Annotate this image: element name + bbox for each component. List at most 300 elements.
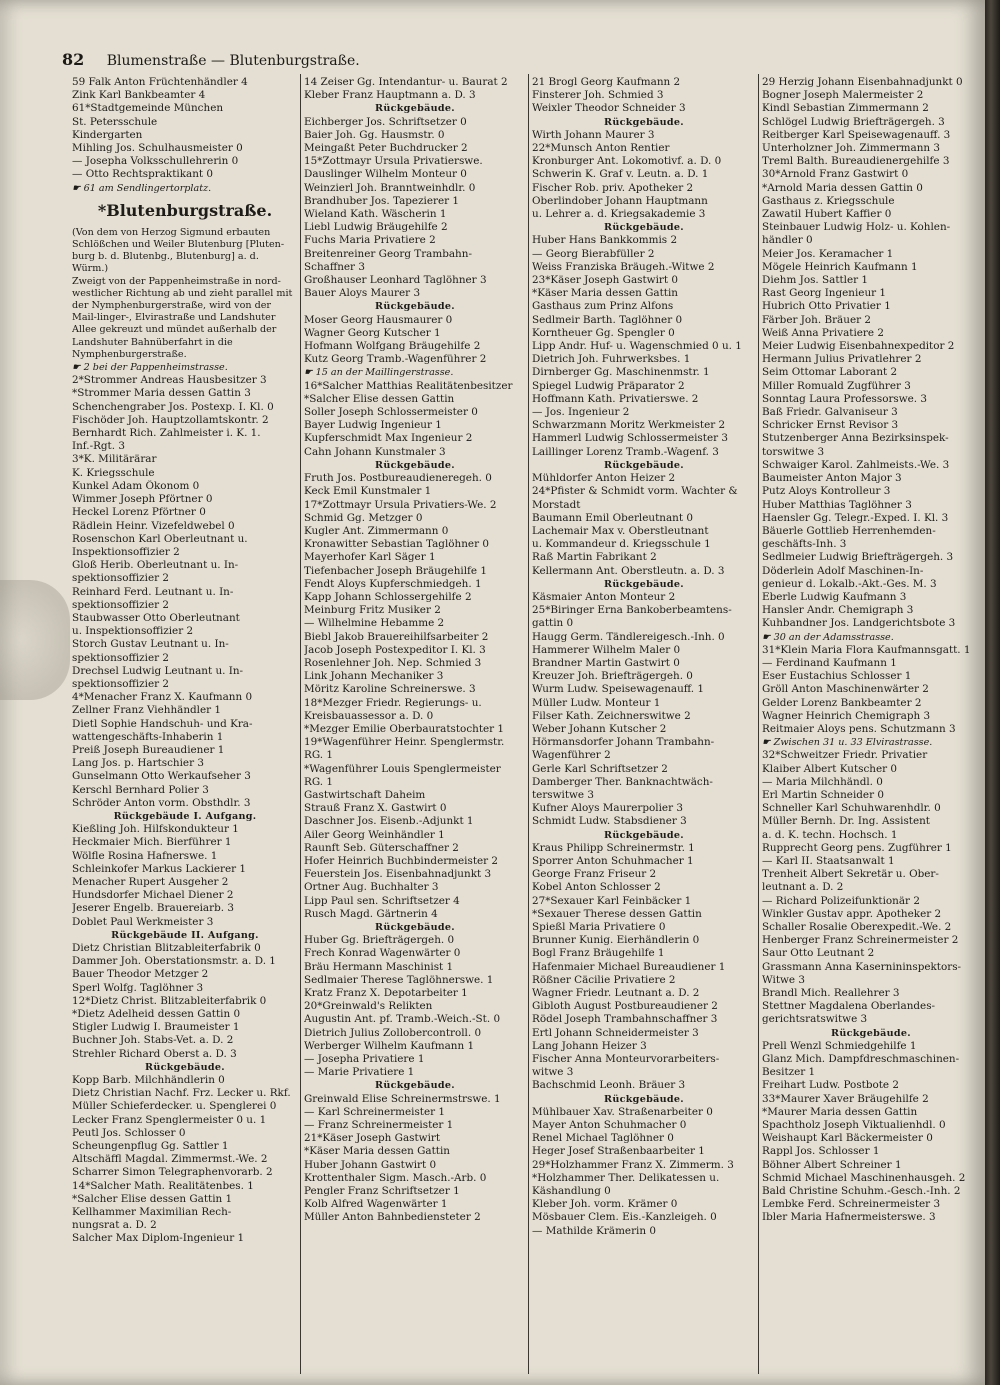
directory-entry: Großhauser Leonhard Taglöhner 3 bbox=[304, 274, 487, 287]
directory-entry: Bauer Aloys Maurer 3 bbox=[304, 287, 421, 300]
directory-entry: Seim Ottomar Laborant 2 bbox=[762, 366, 898, 379]
directory-entry: terswitwe 3 bbox=[532, 788, 594, 801]
directory-entry: 20*Greinwald's Relikten bbox=[304, 1000, 433, 1013]
directory-entry: Brandner Martin Gastwirt 0 bbox=[532, 656, 680, 669]
directory-entry: Färber Joh. Bräuer 2 bbox=[762, 313, 871, 326]
directory-entry: Kutz Georg Tramb.-Wagenführer 2 bbox=[304, 353, 487, 366]
directory-entry: Huber Gg. Briefträgergeh. 0 bbox=[304, 934, 455, 947]
directory-entry: Wurm Ludw. Speisewagenauff. 1 bbox=[532, 683, 705, 696]
directory-entry: *Mezger Emilie Oberbauratstochter 1 bbox=[304, 722, 505, 735]
directory-entry: Zawatil Hubert Kaffier 0 bbox=[762, 208, 892, 221]
directory-entry: Fischöder Joh. Hauptzollamtskontr. 2 bbox=[72, 413, 269, 426]
directory-entry: *Strommer Maria dessen Gattin 3 bbox=[72, 387, 251, 400]
directory-entry: Daschner Jos. Eisenb.-Adjunkt 1 bbox=[304, 815, 474, 828]
directory-entry: Müller Schieferdecker. u. Spenglerei 0 bbox=[72, 1100, 277, 1113]
directory-entry: Stigler Ludwig I. Braumeister 1 bbox=[72, 1021, 240, 1034]
directory-entry: Storch Gustav Leutnant u. In- bbox=[72, 638, 229, 651]
directory-entry: ☛ 15 an der Maillingerstrasse. bbox=[304, 367, 454, 379]
directory-entry: Frech Konrad Wagenwärter 0 bbox=[304, 947, 461, 960]
directory-entry: Mihling Jos. Schulhausmeister 0 bbox=[72, 142, 243, 155]
directory-entry: — Karl II. Staatsanwalt 1 bbox=[762, 854, 895, 867]
directory-entry: 18*Mezger Friedr. Regierungs- u. bbox=[304, 696, 482, 709]
directory-entry: Glanz Mich. Dampfdreschmaschinen- bbox=[762, 1053, 960, 1066]
directory-entry: — Ferdinand Kaufmann 1 bbox=[762, 656, 897, 669]
directory-entry: 14 Zeiser Gg. Intendantur- u. Baurat 2 bbox=[304, 76, 508, 88]
directory-entry: Müller Anton Bahnbediensteter 2 bbox=[304, 1211, 481, 1224]
directory-entry: Weber Johann Kutscher 2 bbox=[532, 722, 667, 735]
binding-shadow bbox=[0, 580, 70, 700]
directory-entry: Soller Joseph Schlossermeister 0 bbox=[304, 406, 478, 419]
directory-entry: Huber Matthias Taglöhner 3 bbox=[762, 498, 912, 511]
directory-entry: wattengeschäfts-Inhaberin 1 bbox=[72, 730, 224, 743]
directory-entry: Kellhammer Maximilian Rech- bbox=[72, 1206, 232, 1219]
directory-entry: Dauslinger Wilhelm Monteur 0 bbox=[304, 168, 467, 181]
directory-entry: Inf.-Rgt. 3 bbox=[72, 440, 125, 453]
directory-entry: Finsterer Joh. Schmied 3 bbox=[532, 89, 664, 102]
directory-entry: — Jos. Ingenieur 2 bbox=[532, 406, 630, 419]
directory-entry: Schmid Michael Maschinenhausgeh. 2 bbox=[762, 1171, 966, 1184]
directory-entry: 2*Strommer Andreas Hausbesitzer 3 bbox=[72, 374, 267, 387]
directory-entry: Böhner Albert Schreiner 1 bbox=[762, 1158, 902, 1171]
directory-entry: Kellermann Ant. Oberstleutn. a. D. 3 bbox=[532, 564, 725, 577]
directory-entry: Strehler Richard Oberst a. D. 3 bbox=[72, 1047, 237, 1060]
directory-entry: Fuchs Maria Privatiere 2 bbox=[304, 234, 436, 247]
directory-entry: Gasthaus z. Kriegsschule bbox=[762, 194, 895, 207]
directory-entry: Kronawitter Sebastian Taglöhner 0 bbox=[304, 538, 489, 551]
directory-entry: Menacher Rupert Ausgeher 2 bbox=[72, 875, 229, 888]
directory-entry: Korntheuer Gg. Spengler 0 bbox=[532, 326, 675, 339]
directory-entry: Hofmann Wolfgang Bräugehilfe 2 bbox=[304, 340, 481, 353]
directory-entry: — Georg Bierabfüller 2 bbox=[532, 247, 655, 260]
directory-entry: Fendt Aloys Kupferschmiedgeh. 1 bbox=[304, 577, 482, 590]
directory-entry: 59 Falk Anton Früchtenhändler 4 bbox=[72, 76, 248, 88]
directory-entry: spektionsoffizier 2 bbox=[72, 677, 169, 690]
directory-entry: George Franz Friseur 2 bbox=[532, 868, 657, 881]
directory-entry: Rückgebäude. bbox=[375, 922, 455, 933]
directory-entry: Greinwald Elise Schreinermstrswe. 1 bbox=[304, 1092, 501, 1105]
directory-entry: Augustin Ant. pf. Tramb.-Weich.-St. 0 bbox=[304, 1013, 501, 1026]
column-2 bbox=[304, 76, 526, 1376]
directory-entry: Biebl Jakob Brauereihilfsarbeiter 2 bbox=[304, 630, 489, 643]
directory-entry: Rupprecht Georg pens. Zugführer 1 bbox=[762, 841, 952, 854]
directory-entry: Hörmansdorfer Johann Trambahn- bbox=[532, 736, 715, 749]
directory-entry: Tiefenbacher Joseph Bräugehilfe 1 bbox=[304, 564, 487, 577]
directory-entry: Strauß Franz X. Gastwirt 0 bbox=[304, 802, 447, 815]
directory-entry: Miller Romuald Zugführer 3 bbox=[762, 379, 911, 392]
directory-entry: *Salcher Elise dessen Gattin bbox=[304, 392, 455, 405]
directory-entry: — Marie Privatiere 1 bbox=[304, 1066, 415, 1079]
directory-entry: Gunselmann Otto Werkaufseher 3 bbox=[72, 770, 251, 783]
directory-entry: Dietz Christian Nachf. Frz. Lecker u. Rkf. bbox=[72, 1087, 291, 1100]
directory-entry: Mühldorfer Anton Heizer 2 bbox=[532, 472, 676, 485]
directory-entry: Sonntag Laura Professorswe. 3 bbox=[762, 392, 928, 405]
directory-entry: Sedlmaier Therese Taglöhnerswe. 1 bbox=[304, 973, 494, 986]
directory-entry: Möritz Karoline Schreinerswe. 3 bbox=[304, 683, 476, 696]
directory-entry: Rückgebäude. bbox=[831, 1027, 911, 1039]
directory-entry: Fischer Anna Monteurvorarbeiters- bbox=[532, 1053, 720, 1066]
directory-entry: Gloß Herib. Oberleutnant u. In- bbox=[72, 559, 239, 572]
directory-entry: *Käser Maria dessen Gattin bbox=[304, 1145, 450, 1158]
directory-entry: Kugler Ant. Zimmermann 0 bbox=[304, 524, 449, 537]
directory-entry: Rückgebäude. bbox=[604, 459, 684, 471]
directory-entry: Zweigt von der Pappenheimstraße in nord-westlicher Richtung ab und zieht parallel mit der Nymphenburgerstraße, wird von der Mail-linger-, Elvirastraße und Landshuter Allee gekreuzt und mündet außerhalb der Landshuter Bahnüberfahrt in die Nymphenburgerstraße. bbox=[72, 275, 293, 360]
directory-entry: *Arnold Maria dessen Gattin 0 bbox=[762, 181, 923, 194]
directory-entry: Scharrer Simon Telegraphenvorarb. 2 bbox=[72, 1166, 273, 1179]
directory-entry: Liebl Ludwig Bräugehilfe 2 bbox=[304, 221, 448, 234]
directory-entry: (Von dem von Herzog Sigmund erbauten Schlößchen und Weiler Blutenburg [Pluten-burg b. d. Blutenbg., Blutenburg] a. d. Würm.) bbox=[72, 226, 285, 275]
directory-entry: Bauer Theodor Metzger 2 bbox=[72, 968, 209, 981]
directory-entry: Kindl Sebastian Zimmermann 2 bbox=[762, 102, 929, 115]
directory-entry: Dirnberger Gg. Maschinenmstr. 1 bbox=[532, 366, 710, 379]
directory-entry: — Richard Polizeifunktionär 2 bbox=[762, 894, 920, 907]
directory-entry: Mayerhofer Karl Säger 1 bbox=[304, 551, 436, 564]
directory-entry: Rückgebäude. bbox=[145, 1061, 225, 1073]
directory-entry: 25*Biringer Erna Bankoberbeamtens- bbox=[532, 604, 732, 617]
directory-entry: Meinburg Fritz Musiker 2 bbox=[304, 604, 441, 617]
directory-entry: — Franz Schreinermeister 1 bbox=[304, 1119, 454, 1132]
directory-entry: ☛ 30 an der Adamsstrasse. bbox=[762, 631, 894, 643]
directory-entry: Renel Michael Taglöhner 0 bbox=[532, 1132, 674, 1145]
directory-entry: Huber Hans Bankkommis 2 bbox=[532, 234, 678, 247]
directory-entry: Rädlein Heinr. Vizefeldwebel 0 bbox=[72, 519, 235, 532]
directory-entry: Rückgebäude. bbox=[604, 829, 684, 841]
directory-entry: Kraus Philipp Schreinermstr. 1 bbox=[532, 841, 695, 854]
directory-entry: gerichtsratswitwe 3 bbox=[762, 1013, 868, 1026]
directory-entry: spektionsoffizier 2 bbox=[72, 598, 169, 611]
directory-entry: Rückgebäude. bbox=[375, 103, 455, 115]
directory-entry: Kolb Alfred Wagenwärter 1 bbox=[304, 1198, 448, 1211]
directory-entry: Kratz Franz X. Depotarbeiter 1 bbox=[304, 987, 468, 1000]
directory-entry: Bernhardt Rich. Zahlmeister i. K. 1. bbox=[72, 427, 261, 440]
directory-entry: Schwerin K. Graf v. Leutn. a. D. 1 bbox=[532, 168, 709, 181]
directory-entry: 17*Zottmayr Ursula Privatiers-We. 2 bbox=[304, 498, 497, 511]
directory-entry: Rosenlehner Joh. Nep. Schmied 3 bbox=[304, 656, 482, 669]
directory-entry: Bogl Franz Bräugehilfe 1 bbox=[532, 947, 665, 960]
directory-entry: Lachemair Max v. Oberstleutnant bbox=[532, 524, 709, 537]
directory-entry: Kleber Franz Hauptmann a. D. 3 bbox=[304, 89, 476, 102]
directory-entry: Preiß Joseph Bureaudiener 1 bbox=[72, 743, 225, 756]
directory-entry: spektionsoffizier 2 bbox=[72, 651, 169, 664]
directory-entry: Bachschmid Leonh. Bräuer 3 bbox=[532, 1079, 686, 1092]
directory-entry: — Maria Milchhändl. 0 bbox=[762, 775, 883, 788]
directory-entry: Schleinkofer Markus Lackierer 1 bbox=[72, 862, 247, 875]
directory-entry: Peutl Jos. Schlosser 0 bbox=[72, 1126, 186, 1139]
directory-entry: 4*Menacher Franz X. Kaufmann 0 bbox=[72, 691, 253, 704]
directory-entry: Scheungenpflug Gg. Sattler 1 bbox=[72, 1140, 229, 1153]
directory-entry: Drechsel Ludwig Leutnant u. In- bbox=[72, 664, 244, 677]
directory-entry: Witwe 3 bbox=[762, 973, 805, 986]
directory-entry: K. Kriegsschule bbox=[72, 466, 155, 479]
directory-entry: Henberger Franz Schreinermeister 2 bbox=[762, 934, 959, 947]
directory-entry: Schwaiger Karol. Zahlmeists.-We. 3 bbox=[762, 458, 950, 471]
directory-entry: Feuerstein Jos. Eisenbahnadjunkt 3 bbox=[304, 868, 492, 881]
directory-entry: Filser Kath. Zeichnerswitwe 2 bbox=[532, 709, 691, 722]
directory-entry: Rast Georg Ingenieur 1 bbox=[762, 287, 887, 300]
directory-entry: Winkler Gustav appr. Apotheker 2 bbox=[762, 907, 942, 920]
directory-entry: Mayer Anton Schuhmacher 0 bbox=[532, 1119, 687, 1132]
directory-entry: Besitzer 1 bbox=[762, 1066, 816, 1079]
directory-entry: Schmid Gg. Metzger 0 bbox=[304, 511, 423, 524]
directory-entry: *Sexauer Therese dessen Gattin bbox=[532, 907, 702, 920]
directory-entry: Heger Josef Straßenbaarbeiter 1 bbox=[532, 1145, 705, 1158]
directory-entry: 22*Munsch Anton Rentier bbox=[532, 142, 670, 155]
directory-entry: torswitwe 3 bbox=[762, 445, 825, 458]
column-rule bbox=[300, 74, 301, 1374]
directory-entry: Lipp Paul sen. Schriftsetzer 4 bbox=[304, 894, 460, 907]
directory-entry: Müller Ludw. Monteur 1 bbox=[532, 696, 661, 709]
directory-entry: Müller Bernh. Dr. Ing. Assistent bbox=[762, 815, 930, 828]
directory-entry: Steinbauer Ludwig Holz- u. Kohlen- bbox=[762, 221, 951, 234]
directory-entry: Lang Jos. p. Hartschier 3 bbox=[72, 757, 204, 770]
directory-entry: Freihart Ludw. Postbote 2 bbox=[762, 1079, 899, 1092]
directory-entry: Kapp Johann Schlossergehilfe 2 bbox=[304, 590, 472, 603]
directory-entry: Laillinger Lorenz Tramb.-Wagenf. 3 bbox=[532, 445, 719, 458]
column-rule bbox=[758, 74, 759, 1374]
directory-entry: Kronburger Ant. Lokomotivf. a. D. 0 bbox=[532, 155, 722, 168]
directory-entry: Spiegel Ludwig Präparator 2 bbox=[532, 379, 685, 392]
directory-entry: Krottenthaler Sigm. Masch.-Arb. 0 bbox=[304, 1171, 487, 1184]
directory-entry: ☛ 2 bei der Pappenheimstrasse. bbox=[72, 362, 228, 374]
directory-entry: Kopp Barb. Milchhändlerin 0 bbox=[72, 1074, 225, 1087]
directory-entry: 33*Maurer Xaver Bräugehilfe 2 bbox=[762, 1092, 929, 1105]
directory-entry: 61*Stadtgemeinde München bbox=[72, 102, 224, 115]
directory-entry: Schenchengraber Jos. Postexp. I. Kl. 0 bbox=[72, 400, 274, 413]
directory-entry: Weiß Anna Privatiere 2 bbox=[762, 326, 884, 339]
directory-entry: Döderlein Adolf Maschinen-In- bbox=[762, 564, 924, 577]
directory-entry: Unterholzner Joh. Zimmermann 3 bbox=[762, 142, 941, 155]
directory-entry: Rückgebäude II. Aufgang. bbox=[111, 929, 259, 941]
directory-entry: Putz Aloys Kontrolleur 3 bbox=[762, 485, 891, 498]
directory-entry: Hubrich Otto Privatier 1 bbox=[762, 300, 891, 313]
directory-entry: Hammerer Wilhelm Maler 0 bbox=[532, 643, 681, 656]
directory-entry: 15*Zottmayr Ursula Privatierswe. bbox=[304, 155, 483, 168]
directory-entry: Schricker Ernst Revisor 3 bbox=[762, 419, 899, 432]
directory-entry: Kufner Aloys Maurerpolier 3 bbox=[532, 802, 683, 815]
directory-entry: Gastwirtschaft Daheim bbox=[304, 788, 426, 801]
directory-entry: genieur d. Lokalb.-Akt.-Ges. M. 3 bbox=[762, 577, 937, 590]
directory-entry: 30*Arnold Franz Gastwirt 0 bbox=[762, 168, 909, 181]
directory-entry: *Blutenburgstraße. bbox=[97, 200, 273, 220]
directory-entry: Eichberger Jos. Schriftsetzer 0 bbox=[304, 115, 467, 128]
directory-entry: Rödel Joseph Trambahnschaffner 3 bbox=[532, 1013, 718, 1026]
directory-entry: *Käser Maria dessen Gattin bbox=[532, 287, 678, 300]
directory-entry: Mögele Heinrich Kaufmann 1 bbox=[762, 260, 918, 273]
directory-entry: Kreisbauassessor a. D. 0 bbox=[304, 709, 434, 722]
directory-entry: Haensler Gg. Telegr.-Exped. I. Kl. 3 bbox=[762, 511, 949, 524]
directory-entry: Lang Johann Heizer 3 bbox=[532, 1039, 647, 1052]
directory-entry: Staubwasser Otto Oberleutnant bbox=[72, 611, 240, 624]
column-rule bbox=[528, 74, 529, 1374]
directory-entry: Käsmaier Anton Monteur 2 bbox=[532, 590, 676, 603]
directory-entry: — Josepha Privatiere 1 bbox=[304, 1053, 425, 1066]
directory-entry: 19*Wagenführer Heinr. Spenglermstr. bbox=[304, 736, 505, 749]
directory-entry: Gröll Anton Maschinenwärter 2 bbox=[762, 683, 929, 696]
directory-entry: Rückgebäude. bbox=[604, 222, 684, 234]
directory-entry: Baumann Emil Oberleutnant 0 bbox=[532, 511, 693, 524]
directory-entry: Fischer Rob. priv. Apotheker 2 bbox=[532, 181, 694, 194]
directory-entry: Kupferschmidt Max Ingenieur 2 bbox=[304, 432, 473, 445]
directory-entry: Hofer Heinrich Buchbindermeister 2 bbox=[304, 854, 499, 867]
directory-entry: Haugg Germ. Tändlereigesch.-Inh. 0 bbox=[532, 630, 725, 643]
directory-entry: Dammer Joh. Oberstationsmstr. a. D. 1 bbox=[72, 955, 276, 968]
directory-entry: Erl Martin Schneider 0 bbox=[762, 788, 884, 801]
directory-entry: Kerschl Bernhard Polier 3 bbox=[72, 783, 209, 796]
directory-entry: — Mathilde Krämerin 0 bbox=[532, 1224, 656, 1237]
directory-entry: Dietl Sophie Handschuh- und Kra- bbox=[72, 717, 253, 730]
directory-entry: Reitberger Karl Speisewagenauff. 3 bbox=[762, 128, 951, 141]
directory-entry: Schneller Karl Schuhwarenhdlr. 0 bbox=[762, 802, 941, 815]
directory-entry: Dietrich Joh. Fuhrwerksbes. 1 bbox=[532, 353, 691, 366]
directory-entry: Bayer Ludwig Ingenieur 1 bbox=[304, 419, 442, 432]
directory-entry: Kuhbandner Jos. Landgerichtsbote 3 bbox=[762, 617, 956, 630]
directory-entry: händler 0 bbox=[762, 234, 813, 247]
directory-entry: Weiss Franziska Bräugeh.-Witwe 2 bbox=[532, 260, 715, 273]
directory-entry: Prell Wenzl Schmiedgehilfe 1 bbox=[762, 1039, 917, 1052]
directory-entry: RG. 1 bbox=[304, 775, 333, 788]
directory-entry: Hammerl Ludwig Schlossermeister 3 bbox=[532, 432, 728, 445]
directory-entry: 16*Salcher Matthias Realitätenbesitzer bbox=[304, 379, 513, 392]
directory-entry: Sperl Wolfg. Taglöhner 3 bbox=[72, 981, 204, 994]
directory-entry: — Wilhelmine Hebamme 2 bbox=[304, 617, 445, 630]
directory-entry: Trenheit Albert Sekretär u. Ober- bbox=[762, 868, 939, 881]
directory-entry: Reitmaier Aloys pens. Schutzmann 3 bbox=[762, 722, 956, 735]
directory-entry: Wirth Johann Maurer 3 bbox=[532, 128, 655, 141]
directory-entry: leutnant a. D. 2 bbox=[762, 881, 844, 894]
directory-entry: Gerle Karl Schriftsetzer 2 bbox=[532, 762, 668, 775]
directory-entry: Wagner Georg Kutscher 1 bbox=[304, 326, 441, 339]
directory-entry: Moser Georg Hausmaurer 0 bbox=[304, 313, 453, 326]
directory-entry: Stettner Magdalena Oberlandes- bbox=[762, 1000, 936, 1013]
directory-entry: Weinzierl Joh. Branntweinhdlr. 0 bbox=[304, 181, 476, 194]
directory-entry: Jacob Joseph Postexpeditor I. Kl. 3 bbox=[304, 643, 486, 656]
directory-entry: Heckmaier Mich. Bierführer 1 bbox=[72, 836, 232, 849]
directory-entry: Oberlindober Johann Hauptmann bbox=[532, 194, 708, 207]
directory-entry: u. Lehrer a. d. Kriegsakademie 3 bbox=[532, 208, 706, 221]
directory-entry: Schaffner 3 bbox=[304, 260, 365, 273]
directory-entry: *Wagenführer Louis Spenglermeister bbox=[304, 762, 501, 775]
directory-entry: Weishaupt Karl Bäckermeister 0 bbox=[762, 1132, 933, 1145]
directory-entry: Gasthaus zum Prinz Alfons bbox=[532, 300, 674, 313]
directory-entry: Doblet Paul Werkmeister 3 bbox=[72, 915, 214, 928]
directory-entry: Rappl Jos. Schlosser 1 bbox=[762, 1145, 880, 1158]
directory-entry: 3*K. Militärärar bbox=[72, 453, 157, 466]
directory-entry: Gelder Lorenz Bankbeamter 2 bbox=[762, 696, 922, 709]
directory-entry: Weixler Theodor Schneider 3 bbox=[532, 102, 686, 115]
directory-entry: geschäfts-Inh. 3 bbox=[762, 538, 847, 551]
page-header bbox=[62, 50, 782, 72]
directory-entry: Meingaßt Peter Buchdrucker 2 bbox=[304, 142, 468, 155]
directory-entry: Kießling Joh. Hilfskondukteur 1 bbox=[72, 823, 239, 836]
directory-entry: Hafenmaier Michael Bureaudiener 1 bbox=[532, 960, 726, 973]
directory-entry: RG. 1 bbox=[304, 749, 333, 762]
directory-entry: Dietrich Julius Zollobercontroll. 0 bbox=[304, 1026, 482, 1039]
directory-entry: Wimmer Joseph Pförtner 0 bbox=[72, 493, 213, 506]
directory-entry: Ertl Johann Schneidermeister 3 bbox=[532, 1026, 699, 1039]
directory-entry: Huber Johann Gastwirt 0 bbox=[304, 1158, 437, 1171]
directory-entry: 27*Sexauer Karl Feinbäcker 1 bbox=[532, 894, 692, 907]
column-4 bbox=[762, 76, 980, 1376]
directory-entry: Brunner Kunig. Eierhändlerin 0 bbox=[532, 934, 700, 947]
directory-entry: Hundsdorfer Michael Diener 2 bbox=[72, 889, 234, 902]
directory-entry: 29*Holzhammer Franz X. Zimmerm. 3 bbox=[532, 1158, 734, 1171]
directory-entry: — Josepha Volksschullehrerin 0 bbox=[72, 155, 239, 168]
directory-entry: Raß Martin Fabrikant 2 bbox=[532, 551, 657, 564]
directory-entry: Gibloth August Postbureaudiener 2 bbox=[532, 1000, 718, 1013]
directory-entry: Baier Joh. Gg. Hausmstr. 0 bbox=[304, 128, 445, 141]
directory-entry: Hermann Julius Privatlehrer 2 bbox=[762, 353, 922, 366]
directory-entry: Salcher Max Diplom-Ingenieur 1 bbox=[72, 1232, 245, 1245]
directory-entry: 24*Pfister & Schmidt vorm. Wachter & bbox=[532, 485, 738, 498]
directory-entry: Kobel Anton Schlosser 2 bbox=[532, 881, 661, 894]
directory-entry: Pengler Franz Schriftsetzer 1 bbox=[304, 1185, 460, 1198]
directory-entry: Hoffmann Kath. Privatierswe. 2 bbox=[532, 392, 699, 405]
directory-entry: 31*Klein Maria Flora Kaufmannsgatt. 1 bbox=[762, 643, 971, 656]
directory-entry: Wagenführer 2 bbox=[532, 749, 611, 762]
directory-entry: ☛ 61 am Sendlingertorplatz. bbox=[72, 182, 212, 194]
directory-entry: Breitenreiner Georg Trambahn- bbox=[304, 247, 472, 260]
directory-entry: Rößner Cäcilie Privatiere 2 bbox=[532, 973, 676, 986]
directory-entry: Ibler Maria Hafnermeisterswe. 3 bbox=[762, 1211, 936, 1224]
directory-entry: Fruth Jos. Postbureaudieneregeh. 0 bbox=[304, 472, 492, 485]
directory-entry: gattin 0 bbox=[532, 617, 574, 630]
directory-entry: Lipp Andr. Huf- u. Wagenschmied 0 u. 1 bbox=[532, 340, 742, 353]
directory-entry: Rückgebäude. bbox=[375, 301, 455, 313]
directory-entry: Wagner Friedr. Leutnant a. D. 2 bbox=[532, 987, 700, 1000]
directory-entry: Meier Jos. Keramacher 1 bbox=[762, 247, 894, 260]
directory-entry: Inspektionsoffizier 2 bbox=[72, 545, 180, 558]
directory-entry: 21*Käser Joseph Gastwirt bbox=[304, 1132, 441, 1145]
directory-entry: Sedlmeir Barth. Taglöhner 0 bbox=[532, 313, 683, 326]
directory-entry: — Otto Rechtspraktikant 0 bbox=[72, 168, 213, 181]
directory-entry: Käshandlung 0 bbox=[532, 1185, 611, 1198]
directory-entry: — Karl Schreinermeister 1 bbox=[304, 1105, 445, 1118]
directory-entry: witwe 3 bbox=[532, 1066, 574, 1079]
directory-entry: a. d. K. techn. Hochsch. 1 bbox=[762, 828, 898, 841]
directory-entry: u. Kommandeur d. Kriegsschule 1 bbox=[532, 538, 711, 551]
directory-entry: Rückgebäude. bbox=[375, 459, 455, 471]
directory-entry: Baumeister Anton Major 3 bbox=[762, 472, 902, 485]
directory-entry: Rückgebäude. bbox=[604, 578, 684, 590]
directory-entry: 29 Herzig Johann Eisenbahnadjunkt 0 bbox=[762, 76, 963, 88]
directory-entry: Schwarzmann Moritz Werkmeister 2 bbox=[532, 419, 726, 432]
directory-entry: *Salcher Elise dessen Gattin 1 bbox=[72, 1192, 233, 1205]
directory-entry: Jeserer Engelb. Brauereiarb. 3 bbox=[72, 902, 234, 915]
directory-entry: Schlögel Ludwig Briefträgergeh. 3 bbox=[762, 115, 945, 128]
directory-entry: Eberle Ludwig Kaufmann 3 bbox=[762, 590, 907, 603]
directory-entry: Ailer Georg Weinhändler 1 bbox=[304, 828, 445, 841]
directory-entry: Damberger Ther. Banknachtwäch- bbox=[532, 775, 713, 788]
directory-entry: Bogner Joseph Malermeister 2 bbox=[762, 89, 924, 102]
directory-entry: Kleber Joh. vorm. Krämer 0 bbox=[532, 1198, 678, 1211]
directory-entry: Link Johann Mechaniker 3 bbox=[304, 670, 444, 683]
directory-entry: Sporrer Anton Schuhmacher 1 bbox=[532, 854, 694, 867]
directory-entry: Bald Christine Schuhm.-Gesch.-Inh. 2 bbox=[762, 1185, 961, 1198]
directory-entry: Mühlbauer Xav. Straßenarbeiter 0 bbox=[532, 1105, 713, 1118]
directory-entry: Klaiber Albert Kutscher 0 bbox=[762, 762, 898, 775]
directory-entry: Mösbauer Clem. Eis.-Kanzleigeh. 0 bbox=[532, 1211, 717, 1224]
directory-entry: Buchner Joh. Stabs-Vet. a. D. 2 bbox=[72, 1034, 234, 1047]
directory-entry: Eser Eustachius Schlosser 1 bbox=[762, 670, 912, 683]
directory-entry: Schmidt Ludw. Stabsdiener 3 bbox=[532, 815, 687, 828]
directory-entry: Saur Otto Leutnant 2 bbox=[762, 947, 875, 960]
column-3 bbox=[532, 76, 756, 1376]
directory-entry: Bräu Hermann Maschinist 1 bbox=[304, 960, 454, 973]
directory-entry: *Maurer Maria dessen Gattin bbox=[762, 1105, 918, 1118]
directory-entry: Ortner Aug. Buchhalter 3 bbox=[304, 881, 439, 894]
directory-entry: Kreuzer Joh. Briefträgergeh. 0 bbox=[532, 670, 693, 683]
directory-entry: Zellner Franz Viehhändler 1 bbox=[72, 704, 222, 717]
directory-entry: St. Petersschule bbox=[72, 115, 158, 128]
